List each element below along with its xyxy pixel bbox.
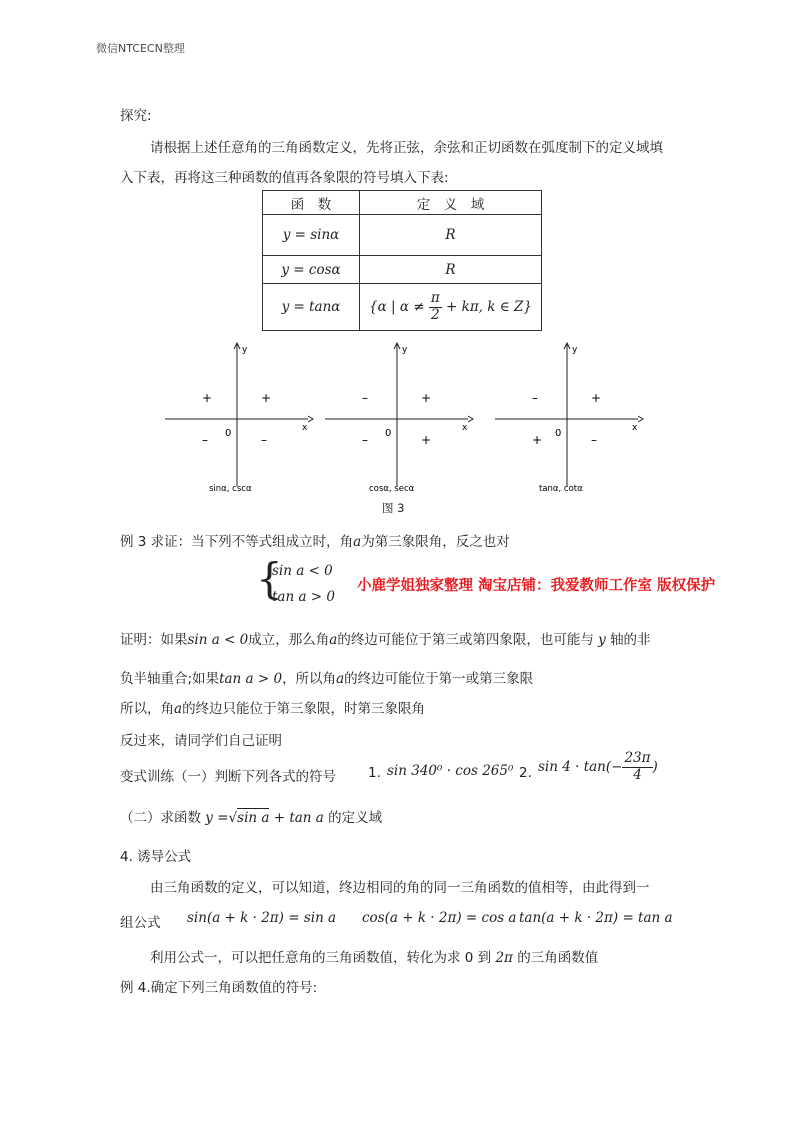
quadrant-2-sign: –	[362, 391, 368, 405]
proof-line-4: 反过来，请同学们自己证明	[120, 733, 282, 749]
quadrant-1-sign: +	[591, 391, 602, 405]
x-axis-label: x	[462, 423, 468, 433]
proof-text: 所以，角	[120, 701, 174, 717]
proof-math: a	[336, 671, 345, 687]
system-brace: {	[256, 554, 283, 603]
example-3-variable: a	[353, 534, 362, 550]
formula-cos: cos(a + k · 2π) = cos a	[362, 910, 517, 926]
induction-math: 2π	[495, 950, 513, 966]
page-header: 微信NTCECN整理	[96, 42, 185, 55]
figure-label: 图 3	[382, 501, 405, 515]
quadrant-2-sign: –	[532, 391, 538, 405]
proof-text: 的终边可能位于第三或第四象限，也可能与	[337, 632, 594, 648]
proof-math: tan a > 0	[219, 671, 283, 687]
inequality-1: sin a < 0	[272, 563, 333, 579]
y-axis-label: y	[242, 345, 248, 355]
inequality-2: tan a > 0	[272, 589, 335, 605]
example-3-label-rest: 为第三象限角，反之也对	[361, 534, 510, 550]
x-axis-label: x	[302, 423, 308, 433]
practice-text: （二）求函数	[120, 810, 201, 826]
x-axis-arrow-icon	[308, 416, 313, 422]
induction-paragraph-3	[150, 946, 598, 966]
figure-caption: cosα, secα	[369, 484, 415, 494]
practice-math: + tan a	[273, 810, 324, 826]
table-row	[263, 215, 542, 256]
proof-math: a	[174, 701, 183, 717]
induction-paragraph-1: 由三角函数的定义，可以知道，终边相同的角的同一三角函数的值相等，由此得到一	[150, 880, 650, 896]
table-header-domain: 定 义 域	[360, 191, 542, 215]
quadrant-2-sign: +	[202, 391, 213, 405]
pi-over-two-fraction	[429, 292, 442, 322]
practice-item-2-text: sin 4 · tan(−	[538, 759, 623, 775]
domain-set-right: + kπ, k ∈ Z}	[446, 299, 532, 315]
origin-label: 0	[555, 428, 562, 439]
table-cell-domain: R	[360, 215, 542, 256]
y-axis-label: y	[402, 345, 408, 355]
sqrt-radicand: sin a	[237, 810, 270, 826]
induction-text: 利用公式一，可以把任意角的三角函数值，转化为求 0 到	[150, 950, 492, 966]
watermark-text: 小鹿学姐独家整理 淘宝店铺：我爱教师工作室 版权保护	[357, 578, 716, 594]
proof-text: 的终边只能位于第三象限，时第三象限角	[182, 701, 426, 717]
practice-item-2	[538, 752, 658, 782]
quadrant-4-sign: –	[591, 433, 597, 447]
explore-paragraph-1: 请根据上述任意角的三角函数定义，先将正弦，余弦和正切函数在弧度制下的定义域填	[150, 140, 663, 156]
proof-line-2	[120, 667, 533, 687]
proof-line-1	[120, 628, 651, 648]
induction-text: 的三角函数值	[517, 950, 599, 966]
table-cell-domain: R	[360, 256, 542, 284]
proof-text: 成立，那么角	[248, 632, 330, 648]
example-3-label: 例 3 求证：当下列不等式组成立时，角	[120, 534, 354, 550]
domain-table	[262, 190, 542, 331]
example-3-statement	[120, 530, 510, 550]
table-row	[263, 256, 542, 284]
sqrt-sign: √	[228, 810, 238, 826]
quadrant-4-sign: +	[421, 433, 432, 447]
practice-part-2	[120, 806, 382, 826]
proof-text: 的终边可能位于第一或第三象限	[344, 671, 534, 687]
quadrant-4-sign: –	[261, 433, 267, 447]
fraction-numerator: π	[430, 290, 440, 306]
proof-math: y	[598, 632, 606, 648]
formula-tan: tan(a + k · 2π) = tan a	[519, 910, 673, 926]
section-title-induction: 4. 诱导公式	[120, 849, 192, 865]
formula-sin: sin(a + k · 2π) = sin a	[187, 910, 337, 926]
quadrant-sign-figures	[160, 338, 660, 498]
fraction-denominator: 4	[633, 766, 642, 783]
quadrant-1-sign: +	[421, 391, 432, 405]
table-row	[263, 284, 542, 331]
proof-math: sin a < 0	[187, 632, 249, 648]
table-cell-function: y = cosα	[263, 256, 360, 284]
proof-text: 证明：如果	[120, 632, 188, 648]
practice-text: 的定义域	[328, 810, 383, 826]
domain-set-left: {α | α ≠	[369, 299, 425, 315]
proof-line-3	[120, 697, 425, 717]
table-header-function: 函 数	[263, 191, 360, 215]
practice-item-1: sin 340⁰ · cos 265⁰	[387, 763, 514, 779]
table-cell-domain	[360, 284, 542, 331]
practice-item-2-close: )	[652, 759, 658, 775]
figure-caption: tanα, cotα	[539, 484, 583, 494]
proof-text: 负半轴重合;如果	[120, 671, 220, 687]
practice-math: y =	[205, 810, 229, 826]
x-axis-arrow-icon	[638, 416, 643, 422]
quadrant-1-sign: +	[261, 391, 272, 405]
table-cell-function: y = tanα	[263, 284, 360, 331]
practice-item-2-number: 2.	[519, 765, 532, 781]
practice-item-2-fraction	[622, 752, 652, 782]
figure-caption: sinα, cscα	[209, 484, 252, 494]
proof-text: 轴的非	[610, 632, 651, 648]
example-4-label: 例 4.确定下列三角函数值的符号:	[120, 980, 318, 996]
proof-text: ，所以角	[282, 671, 337, 687]
x-axis-label: x	[632, 423, 638, 433]
quadrant-3-sign: –	[202, 433, 208, 447]
table-cell-function: y = sinα	[263, 215, 360, 256]
fraction-denominator: 2	[431, 306, 440, 323]
origin-label: 0	[385, 428, 392, 439]
origin-label: 0	[225, 428, 232, 439]
fraction-numerator: 23π	[624, 750, 651, 766]
induction-paragraph-2: 组公式	[120, 915, 161, 931]
y-axis-label: y	[572, 345, 578, 355]
proof-math: a	[329, 632, 338, 648]
explore-paragraph-2: 入下表，再将这三种函数的值再各象限的符号填入下表:	[120, 170, 449, 186]
quadrant-3-sign: –	[362, 433, 368, 447]
quadrant-3-sign: +	[532, 433, 543, 447]
explore-title: 探究:	[120, 108, 152, 124]
practice-item-1-number: 1.	[368, 765, 381, 781]
x-axis-arrow-icon	[468, 416, 473, 422]
practice-label: 变式训练（一）判断下列各式的符号	[120, 769, 336, 785]
